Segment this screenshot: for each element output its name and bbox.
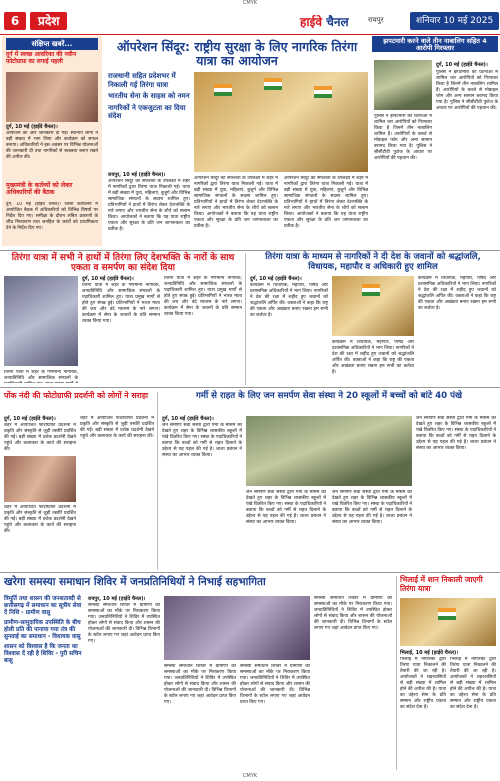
story2-headline: तिरंगा यात्रा में सभी ने हाथों में तिरंगा लिए देशभक्ति के नारों के साथ एकता व समर्पण का संदेश दिया bbox=[11, 253, 235, 274]
story7-byline: भिलाई, 10 मई (हाईवे चैनल)। bbox=[400, 650, 459, 656]
page-number: 6 bbox=[4, 12, 26, 30]
story6-byline: रायपुर, 10 मई (हाईवे चैनल)। bbox=[88, 596, 146, 602]
brief-photo-1 bbox=[6, 72, 98, 122]
main-body-col3: ऑपरेशन सिंदूर की सफलता के उपलक्ष्य में शहर में नागरिकों द्वारा तिरंगा यात्रा निकाली गई। यात्रा में बड़ी संख्या में युवा, महिलाएं, बुजुर्ग और विभिन्न सामाजिक संगठनों के सदस्य शामिल हुए। प्रतिभागियों ने हाथों में तिरंगा लेकर देशभक्ति के नारे लगाए और भारतीय सेना के शौर्य को सलाम किया। आयोजकों ने बताया कि यह यात्रा राष्ट्रीय एकता और सुरक्षा के प्रति जन जागरूकता का प्रतीक है। bbox=[284, 176, 368, 229]
brief-headline-1: दुर्ग में स्वच्छ आवरिका की नवीन फ़ोटोग्राफ़ का लगाई पहली bbox=[6, 51, 77, 65]
section-label: प्रदेश bbox=[30, 12, 67, 30]
story5-headline: गर्मी से राहत के लिए जन समर्पण सेवा संस्था ने 20 स्कूलों में बच्चों को बांटे 40 पंखे bbox=[195, 391, 463, 401]
main-bullet-3: नागरिकों ने एकजुटता का दिया संदेश bbox=[108, 103, 186, 120]
flag-icon bbox=[264, 78, 282, 90]
brief-byline-1: दुर्ग, 10 मई (हाईवे चैनल)। bbox=[6, 124, 58, 130]
main-body-col2: ऑपरेशन सिंदूर की सफलता के उपलक्ष्य में शहर में नागरिकों द्वारा तिरंगा यात्रा निकाली गई। यात्रा में बड़ी संख्या में युवा, महिलाएं, बुजुर्ग और विभिन्न सामाजिक संगठनों के सदस्य शामिल हुए। प्रतिभागियों ने हाथों में तिरंगा लेकर देशभक्ति के नारे लगाए और भारतीय सेना के शौर्य को सलाम किया। आयोजकों ने बताया कि यह यात्रा राष्ट्रीय एकता और सुरक्षा के प्रति जन जागरूकता का प्रतीक है। bbox=[194, 176, 278, 229]
story5-body-col2: जन समर्पण सेवा संस्था द्वारा गर्मी के मौसम को देखते हुए शहर के विभिन्न शासकीय स्कूलों में पंखे वितरित किए गए। संस्था के पदाधिकारियों ने बताया कि बच्चों को गर्मी से राहत दिलाने के उद्देश्य से यह पहल की गई है। शाला प्रबंधन ने संस्था का आभार व्यक्त किया। bbox=[246, 490, 326, 525]
main-bullet-2: भारतीय सेना के साहस को नमन bbox=[108, 92, 190, 100]
column-separator bbox=[157, 392, 158, 570]
story6-body-col4: समस्या समाधान शिविर में ग्रामीणों की समस्याओं का मौके पर निराकरण किया गया। जनप्रतिनिधियों ने शिविर में उपस्थित होकर लोगों से संवाद किया और शासन की योजनाओं की जानकारी दी। विभिन्न विभागों के स्टॉल लगाए गए जहां आवेदन प्राप्त किए गए। bbox=[314, 596, 392, 631]
story6-bullets bbox=[4, 596, 84, 665]
flag-icon bbox=[438, 608, 456, 620]
story3-body-col3: कार्यक्रम में विधायक, महापौर, पार्षद और प्रशासनिक अधिकारियों ने भाग लिया। नागरिकों ने देश की रक्षा में शहीद हुए जवानों को श्रद्धांजलि अर्पित की। वक्ताओं ने कहा कि राष्ट्र की एकता और अखंडता बनाए रखना हम सभी का कर्तव्य है। bbox=[418, 276, 496, 311]
right-top-body-col2: पुलिस ने झपटमारी की घटनाओं में शामिल चार आरोपियों को गिरफ्तार किया है जिनमें तीन नाबालिग शामिल हैं। आरोपियों के कब्जे से मोबाइल फोन और अन्य सामान बरामद किया गया है। पुलिस ने सीसीटीवी फुटेज के आधार पर आरोपियों की पहचान की। bbox=[436, 70, 498, 111]
story3-headline: तिरंगा यात्रा के माध्यम से नागरिकों ने दी देश के जवानों को श्रद्धांजलि, विधायक, महापौर व अधिकारी हुए शामिल bbox=[265, 252, 481, 272]
story6-bullet-2: ग्रामीण-सामुदायिक उपस्थिति के बीच होली प्रति की पानाया गया तंत्र की सुनवाई का समाधान - विधायक वासु bbox=[4, 620, 81, 640]
right-top-photo bbox=[374, 60, 432, 110]
brief-headline-2: मुख्यमंत्री के कर्तव्यों को लेकर अधिकारियों की बैठक bbox=[6, 182, 73, 197]
story6-body-col3: समस्या समाधान शिविर में ग्रामीणों की समस्याओं का मौके पर निराकरण किया गया। जनप्रतिनिधियों ने शिविर में उपस्थित होकर लोगों से संवाद किया और शासन की योजनाओं की जानकारी दी। विभिन्न विभागों के स्टॉल लगाए गए जहां आवेदन प्राप्त किए गए। bbox=[240, 664, 310, 705]
story2-body-col0: तिरंगा यात्रा में शहर के गणमान्य नागरिक, जनप्रतिनिधि और सामाजिक संगठनों के bbox=[4, 370, 78, 381]
story6-bullet-3: शासन को विश्वास है कि जनता का विश्वास दें रही है शिविर - पुरी सचिन बासु bbox=[4, 644, 82, 664]
edition-city: रायपुर bbox=[368, 16, 384, 24]
story6-body-col2: समस्या समाधान शिविर में ग्रामीणों की समस्याओं का मौके पर निराकरण किया गया। जनप्रतिनिधियों ने शिविर में उपस्थित होकर लोगों से संवाद किया और शासन की योजनाओं की जानकारी दी। विभिन्न विभागों के स्टॉल लगाए गए जहां आवेदन प्राप्त किए गए। bbox=[164, 664, 236, 705]
story6-headline: खरेगा समस्या समाधान शिविर में जनप्रतिनिधियों ने निभाई सहभागिता bbox=[4, 576, 266, 588]
brief-body-2: दुर्ग, 10 मई (हाईवे चैनल)। जिला कार्यालय में आयोजित बैठक में अधिकारियों को विभिन्न विषयों पर निर्देश दिए गए। समीक्षा के दौरान लंबित प्रकरणों के शीघ्र निराकरण तथा जनहित के कार्यों को प्राथमिकता देने के निर्देश दिए गए। bbox=[6, 202, 98, 231]
story2-byline: दुर्ग, 10 मई (हाईवे चैनल)। bbox=[82, 276, 134, 282]
story3-byline: दुर्ग, 10 मई (हाईवे चैनल)। bbox=[250, 276, 302, 282]
brief-news-box bbox=[2, 36, 102, 246]
brief-body-1: आयोजन की ओर जानकारी दी गई। स्थानीय लोगों ने बड़ी संख्या में भाग लिया और कार्यक्रम को सफल बनाया। अधिकारियों ने इस अवसर पर विभिन्न योजनाओं की जानकारी दी तथा नागरिकों से स्वच्छता बनाए रखने की अपील की। bbox=[6, 131, 98, 160]
print-mark-top: CMYK bbox=[242, 0, 258, 6]
story4-headline: पोंक नंदी की फोटोग्राफी प्रदर्शनी को लोगों ने सराहा bbox=[4, 391, 148, 400]
story4-photo bbox=[4, 456, 76, 502]
story4-body-col1b: शहर में आयोजित फोटोग्राफी प्रदर्शनी में प्रकृति और संस्कृति से जुड़ी तस्वीरें प्रदर्शित की गईं। बड़ी संख्या में दर्शक प्रदर्शनी देखने पहुंचे और कलाकार के कार्य की सराहना की। bbox=[4, 505, 76, 534]
story6-bullet-1: त्रिमूर्ति तथा शासन की जनशताब्दी से छत्तीसगढ़ में समाधान का सूत्रीय सेवा दें निशि - ग्रामीण वासु bbox=[4, 596, 82, 616]
flag-icon bbox=[362, 284, 380, 296]
story6-body-col1: समस्या समाधान शिविर में ग्रामीणों की समस्याओं का मौके पर निराकरण किया गया। जनप्रतिनिधियों ने शिविर में उपस्थित होकर लोगों से संवाद किया और शासन की योजनाओं की जानकारी दी। विभिन्न विभागों के स्टॉल लगाए गए जहां आवेदन प्राप्त किए गए। bbox=[88, 603, 160, 644]
story7-photo bbox=[400, 598, 496, 646]
story2-body-col2: तिरंगा यात्रा में शहर के गणमान्य नागरिक, जनप्रतिनिधि और सामाजिक संगठनों के पदाधिकारी शामिल हुए। यात्रा प्रमुख मार्गों से होते हुए संपन्न हुई। प्रतिभागियों ने भारत माता की जय और वंदे मातरम के नारे लगाए। कार्यक्रम में सेना के जवानों के प्रति सम्मान व्यक्त किया गया। bbox=[164, 276, 242, 317]
right-top-byline: दुर्ग, 10 मई (हाईवे चैनल)। bbox=[436, 62, 488, 68]
header-rule bbox=[0, 34, 500, 35]
story4-body-col2: शहर में आयोजित फोटोग्राफी प्रदर्शनी में प्रकृति और संस्कृति से जुड़ी तस्वीरें प्रदर्शित की गईं। बड़ी संख्या में दर्शक प्रदर्शनी देखने पहुंचे और कलाकार के कार्य की सराहना की। bbox=[80, 416, 154, 439]
story2-body-col1: तिरंगा यात्रा में शहर के गणमान्य नागरिक, जनप्रतिनिधि और सामाजिक संगठनों के पदाधिकारी शामिल हुए। यात्रा प्रमुख मार्गों से होते हुए संपन्न हुई। प्रतिभागियों ने भारत माता की जय और वंदे मातरम के नारे लगाए। कार्यक्रम में सेना के जवानों के प्रति सम्मान व्यक्त किया गया। bbox=[82, 283, 160, 324]
column-separator bbox=[245, 253, 246, 385]
story3-body-col2: कार्यक्रम में विधायक, महापौर, पार्षद और प्रशासनिक अधिकारियों ने भाग लिया। नागरिकों ने देश की रक्षा में शहीद हुए जवानों को श्रद्धांजलि अर्पित की। वक्ताओं ने कहा कि राष्ट्र की एकता और अखंडता बनाए रखना हम सभी का कर्तव्य है। bbox=[332, 340, 414, 375]
story5-photo bbox=[246, 416, 412, 486]
flag-icon bbox=[314, 86, 332, 98]
brand-logo bbox=[300, 13, 349, 30]
main-headline: ऑपरेशन सिंदूर: राष्ट्रीय सुरक्षा के लिए नागरिक तिरंगा यात्रा का आयोजन bbox=[116, 39, 358, 69]
story5-byline: दुर्ग, 10 मई (हाईवे चैनल)। bbox=[162, 416, 214, 422]
story3-body-col1: कार्यक्रम में विधायक, महापौर, पार्षद और प्रशासनिक अधिकारियों ने भाग लिया। नागरिकों ने देश की रक्षा में शहीद हुए जवानों को श्रद्धांजलि अर्पित की। वक्ताओं ने कहा कि राष्ट्र की एकता और अखंडता बनाए रखना हम सभी का कर्तव्य है। bbox=[250, 283, 328, 318]
column-separator bbox=[396, 576, 397, 770]
section-rule-1 bbox=[0, 250, 500, 251]
page-header bbox=[0, 8, 500, 34]
story5-body-col3: जन समर्पण सेवा संस्था द्वारा गर्मी के मौसम को देखते हुए शहर के विभिन्न शासकीय स्कूलों में पंखे वितरित किए गए। संस्था के पदाधिकारियों ने बताया कि बच्चों को गर्मी से राहत दिलाने के उद्देश्य से यह पहल की गई है। शाला प्रबंधन ने संस्था का आभार व्यक्त किया। bbox=[332, 490, 412, 525]
story5-body-col4: जन समर्पण सेवा संस्था द्वारा गर्मी के मौसम को देखते हुए शहर के विभिन्न शासकीय स्कूलों में पंखे वितरित किए गए। संस्था के पदाधिकारियों ने बताया कि बच्चों को गर्मी से राहत दिलाने के उद्देश्य से यह पहल की गई है। शाला प्रबंधन ने संस्था का आभार व्यक्त किया। bbox=[416, 416, 496, 451]
flag-icon bbox=[214, 84, 232, 96]
story6-photo bbox=[164, 596, 310, 660]
main-bullets bbox=[108, 72, 190, 121]
right-top-body-col1: पुलिस ने झपटमारी की घटनाओं में शामिल चार आरोपियों को गिरफ्तार किया है जिनमें तीन नाबालिग शामिल हैं। आरोपियों के कब्जे से मोबाइल फोन और अन्य सामान बरामद किया गया है। पुलिस ने सीसीटीवी फुटेज के आधार पर आरोपियों की पहचान की। bbox=[374, 114, 432, 161]
issue-date: शनिवार 10 मई 2025 bbox=[410, 12, 499, 30]
section-rule-2 bbox=[0, 387, 500, 388]
main-photo-rally bbox=[194, 72, 368, 172]
story7-body-col1: भिलाई में नागरिकों द्वारा तिरंगा यात्रा निकालने की तैयारी की जा रही है। आयोजकों ने शहरवासियों से बड़ी संख्या में शामिल होने की अपील की है। यात्रा का उद्देश्य सेना के प्रति सम्मान और राष्ट्रीय एकता का संदेश देना है। bbox=[400, 657, 446, 710]
story2-photo bbox=[4, 276, 78, 366]
brand-part-b: चैनल bbox=[326, 15, 349, 29]
main-body-col1: ऑपरेशन सिंदूर की सफलता के उपलक्ष्य में शहर में नागरिकों द्वारा तिरंगा यात्रा निकाली गई। यात्रा में बड़ी संख्या में युवा, महिलाएं, बुजुर्ग और विभिन्न सामाजिक संगठनों के सदस्य शामिल हुए। प्रतिभागियों ने हाथों में तिरंगा लेकर देशभक्ति के नारे लगाए और भारतीय सेना के शौर्य को सलाम किया। आयोजकों ने बताया कि यह यात्रा राष्ट्रीय एकता और सुरक्षा के प्रति जन जागरूकता का प्रतीक है। bbox=[108, 179, 190, 232]
story4-byline: दुर्ग, 10 मई (हाईवे चैनल)। bbox=[4, 416, 56, 422]
right-top-headline: झपटमारी करने वाले तीन नाबालिग सहित 4 आरोपी गिरफ्तार bbox=[383, 37, 487, 53]
story4-body-col1: शहर में आयोजित फोटोग्राफी प्रदर्शनी में प्रकृति और संस्कृति से जुड़ी तस्वीरें प्रदर्शित की गईं। बड़ी संख्या में दर्शक प्रदर्शनी देखने पहुंचे और कलाकार के कार्य की सराहना की। bbox=[4, 423, 76, 452]
main-bullet-1: राजधानी सहित प्रदेशभर में निकाली गई तिरंगा यात्रा bbox=[108, 72, 176, 89]
main-byline: रायपुर, 10 मई (हाईवे चैनल)। bbox=[108, 172, 166, 178]
story7-body-col2: भिलाई में नागरिकों द्वारा तिरंगा यात्रा निकालने की तैयारी की जा रही है। आयोजकों ने शहरवासियों से बड़ी संख्या में शामिल होने की अपील की है। यात्रा का उद्देश्य सेना के प्रति सम्मान और राष्ट्रीय एकता का संदेश देना है। bbox=[450, 657, 496, 710]
brand-part-a: हाईवे bbox=[300, 15, 323, 29]
brief-news-title: संक्षिप्त खबरें... bbox=[6, 38, 98, 50]
story3-photo bbox=[332, 276, 414, 336]
section-rule-3 bbox=[0, 572, 500, 573]
story7-headline: भिलाई में शान निकाली जाएगी तिरंगा यात्रा bbox=[400, 575, 483, 593]
story5-body-col1: जन समर्पण सेवा संस्था द्वारा गर्मी के मौसम को देखते हुए शहर के विभिन्न शासकीय स्कूलों में पंखे वितरित किए गए। संस्था के पदाधिकारियों ने बताया कि बच्चों को गर्मी से राहत दिलाने के उद्देश्य से यह पहल की गई है। शाला प्रबंधन ने संस्था का आभार व्यक्त किया। bbox=[162, 423, 242, 458]
print-mark-bottom: CMYK bbox=[242, 773, 258, 779]
